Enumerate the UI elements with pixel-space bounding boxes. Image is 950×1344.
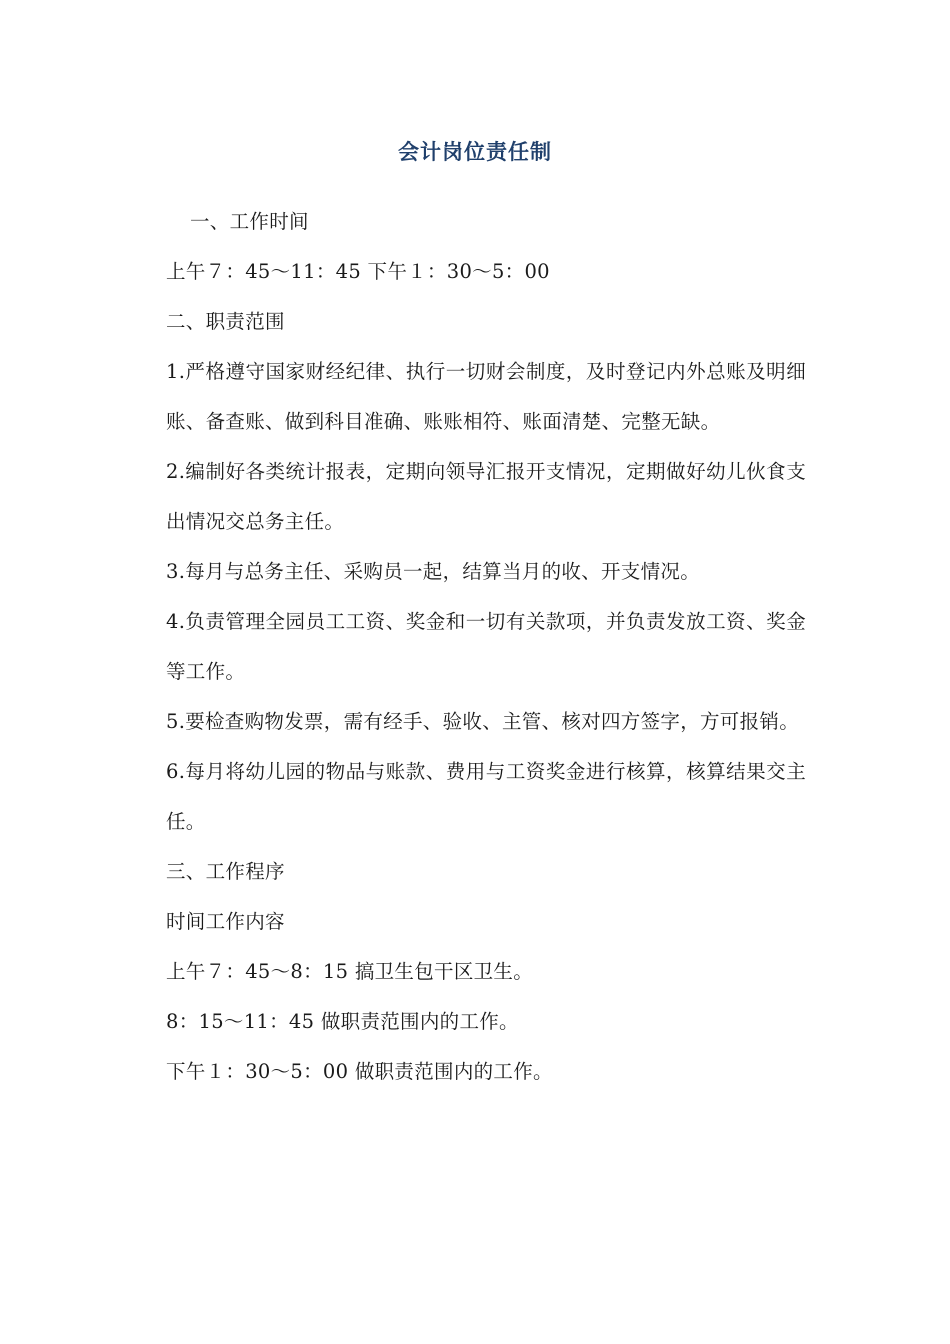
paragraph-item-4: 4.负责管理全园员工工资、奖金和一切有关款项，并负责发放工资、奖金等工作。 xyxy=(166,610,806,683)
paragraph-item-2: 2.编制好各类统计报表，定期向领导汇报开支情况，定期做好幼儿伙食支出情况交总务主任。 xyxy=(166,460,806,533)
paragraph-procedure-morning-clean: 上午７：45～8：15 搞卫生包干区卫生。 xyxy=(166,960,534,983)
section-heading-responsibilities: 二、职责范围 xyxy=(166,310,285,333)
paragraph-item-3: 3.每月与总务主任、采购员一起，结算当月的收、开支情况。 xyxy=(166,560,701,583)
paragraph-item-5: 5.要检查购物发票，需有经手、验收、主管、核对四方签字，方可报销。 xyxy=(166,710,800,733)
paragraph-procedure-afternoon-work: 下午１：30～5：00 做职责范围内的工作。 xyxy=(166,1060,553,1083)
document-body xyxy=(166,197,806,1097)
paragraph-procedure-morning-work: 8：15～11：45 做职责范围内的工作。 xyxy=(166,1010,519,1033)
section-heading-work-time: 一、工作时间 xyxy=(190,210,309,233)
paragraph-procedure-header: 时间工作内容 xyxy=(166,910,285,933)
paragraph-work-hours: 上午７：45～11：45 下午１：30～5：00 xyxy=(166,260,550,283)
paragraph-item-1: 1.严格遵守国家财经纪律、执行一切财会制度，及时登记内外总账及明细账、备查账、做到科目准确、账账相符、账面清楚、完整无缺。 xyxy=(166,360,806,433)
paragraph-item-6: 6.每月将幼儿园的物品与账款、费用与工资奖金进行核算，核算结果交主任。 xyxy=(166,760,806,833)
section-heading-procedure: 三、工作程序 xyxy=(166,860,285,883)
document-title: 会计岗位责任制 xyxy=(398,139,552,164)
